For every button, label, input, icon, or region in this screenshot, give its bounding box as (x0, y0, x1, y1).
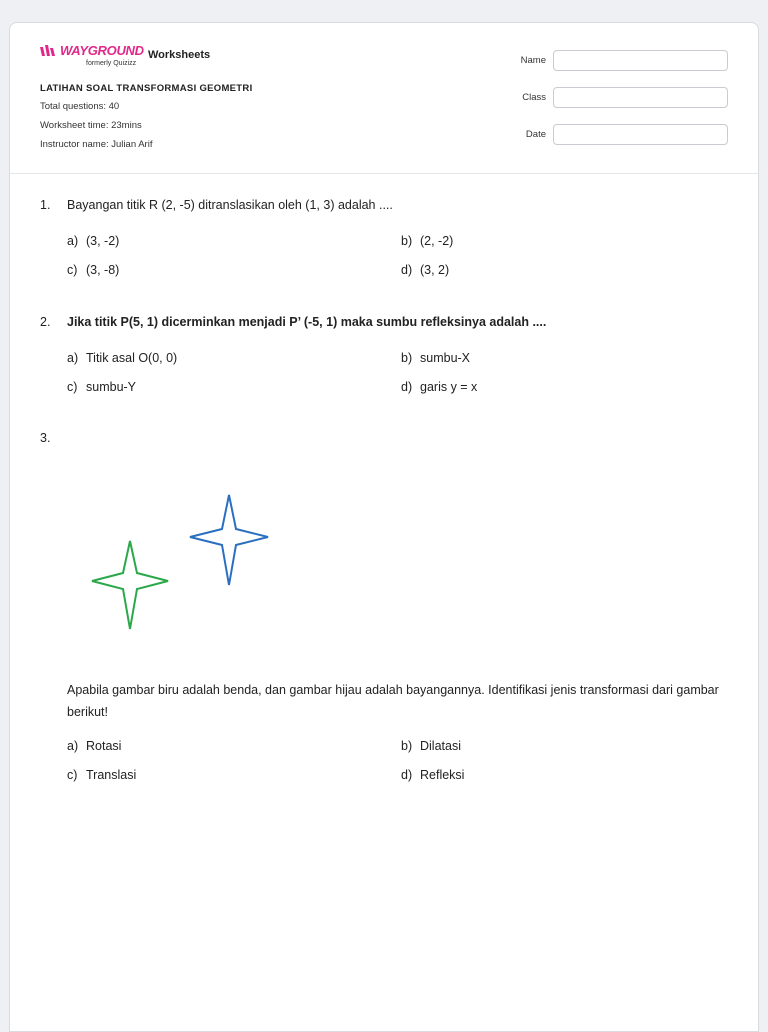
name-field[interactable] (553, 50, 728, 71)
date-field[interactable] (553, 124, 728, 145)
option-letter: a) (67, 351, 79, 365)
option-letter: a) (67, 739, 79, 753)
question-number: 2. (40, 315, 51, 329)
option-letter: c) (67, 768, 78, 782)
option-c[interactable] (67, 263, 119, 277)
option-letter: a) (67, 234, 79, 248)
option-letter: c) (67, 380, 78, 394)
option-c[interactable] (67, 380, 136, 394)
option-d[interactable] (401, 380, 477, 394)
worksheets-label: Worksheets (148, 49, 211, 61)
worksheet-page (9, 22, 759, 1032)
worksheet-title: LATIHAN SOAL TRANSFORMASI GEOMETRI (40, 83, 253, 94)
option-a[interactable] (67, 739, 121, 753)
name-label: Name (520, 55, 546, 66)
option-text: Dilatasi (420, 739, 461, 753)
option-text: (3, 2) (420, 263, 450, 277)
option-text: (3, -8) (86, 263, 120, 277)
logo-mark-icon (40, 45, 58, 57)
instructor-name: Instructor name: Julian Arif (40, 139, 153, 150)
worksheet-time: Worksheet time: 23mins (40, 120, 142, 131)
option-text: garis y = x (420, 380, 478, 394)
worksheet-header (10, 23, 758, 174)
option-letter: b) (401, 739, 413, 753)
option-c[interactable] (67, 768, 136, 782)
option-letter: d) (401, 263, 413, 277)
option-b[interactable] (401, 234, 453, 248)
option-letter: b) (401, 351, 413, 365)
option-text: (2, -2) (420, 234, 454, 248)
option-text: Titik asal O(0, 0) (86, 351, 178, 365)
option-d[interactable] (401, 263, 449, 277)
green-star-icon (92, 541, 168, 629)
option-text: (3, -2) (86, 234, 120, 248)
question-figure (80, 493, 280, 633)
logo-text: WAYGROUND (60, 43, 144, 58)
option-text: Refleksi (420, 768, 465, 782)
blue-star-icon (190, 495, 268, 585)
option-text: Translasi (86, 768, 137, 782)
question-text: Jika titik P(5, 1) dicerminkan menjadi P’ (-5, 1) maka sumbu refleksinya adalah .... (67, 315, 547, 329)
option-letter: c) (67, 263, 78, 277)
question-text: Bayangan titik R (2, -5) ditranslasikan oleh (1, 3) adalah .... (67, 198, 393, 212)
option-b[interactable] (401, 351, 470, 365)
wayground-logo (40, 43, 152, 71)
option-letter: d) (401, 768, 413, 782)
logo-subtitle: formerly Quizizz (86, 60, 137, 67)
option-a[interactable] (67, 234, 119, 248)
option-text: sumbu-X (420, 351, 471, 365)
date-label: Date (525, 129, 546, 140)
option-b[interactable] (401, 739, 461, 753)
option-letter: d) (401, 380, 413, 394)
total-questions: Total questions: 40 (40, 101, 120, 112)
question-number: 3. (40, 431, 51, 445)
option-text: sumbu-Y (86, 380, 137, 394)
question-number: 1. (40, 198, 51, 212)
class-label: Class (522, 92, 546, 103)
question-text: Apabila gambar biru adalah benda, dan gambar hijau adalah bayangannya. Identifikasi jenis transformasi dari gambar berikut! (67, 683, 719, 719)
option-a[interactable] (67, 351, 177, 365)
option-text: Rotasi (86, 739, 122, 753)
class-field[interactable] (553, 87, 728, 108)
option-letter: b) (401, 234, 413, 248)
option-d[interactable] (401, 768, 464, 782)
